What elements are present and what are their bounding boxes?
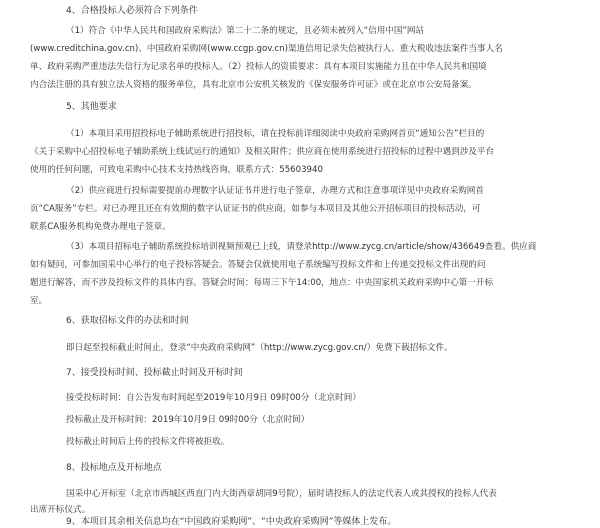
section-4-title: 4、合格投标人必须符合下列条件 bbox=[66, 6, 198, 16]
section-5-title: 5、其他要求 bbox=[66, 102, 117, 112]
section-5-paragraph-2-line-3: 联系CA服务机构免费办理电子签章。 bbox=[30, 222, 171, 232]
section-8-paragraph-1-line-1: 国采中心开标室（北京市西城区西直门内大街西章胡同9号院），届时请投标人的法定代表人或其授权的投标人代表 bbox=[66, 489, 497, 499]
section-5-paragraph-3-line-4: 室。 bbox=[30, 296, 48, 306]
section-7-deadline-time: 投标截止及开标时间：2019年10月9日 09时00分（北京时间） bbox=[66, 415, 310, 425]
section-5-paragraph-3-line-2: 如有疑问，可参加国采中心举行的电子投标答疑会。答疑会仅就使用电子系统编写投标文件和上传递交投标文件出现的问 bbox=[30, 260, 486, 270]
section-8-paragraph-1-line-2: 出席开标仪式。 bbox=[30, 505, 91, 515]
section-4-paragraph-1-line-3: 单、政府采购严重违法失信行为记录名单的投标人。（2）投标人的资质要求：具有本项目实施能力且在中华人民共和国境 bbox=[30, 62, 487, 72]
section-9-title: 9、本项目其余相关信息均在“中国政府采购网”、“中央政府采购网”等媒体上发布。 bbox=[66, 517, 397, 527]
zycg-website-link[interactable]: http://www.zycg.gov.cn/ bbox=[263, 343, 367, 353]
section-6-text-before-link: 即日起至投标截止时间止，登录“中央政府采购网”（ bbox=[66, 343, 264, 353]
section-5-paragraph-1-line-2: 《关于采购中心招投标电子辅助系统上线试运行的通知》及相关附件；供应商在使用系统进行招投标的过程中遇到涉及平台 bbox=[30, 147, 495, 157]
section-7-title: 7、接受投标时间、投标截止时间及开标时间 bbox=[66, 368, 243, 378]
section-6-text-after-link: ）免费下载招标文件。 bbox=[366, 343, 453, 353]
section-5-paragraph-1-line-3: 使用的任何问题，可致电采购中心技术支持热线咨询，联系方式：55603940 bbox=[30, 165, 323, 175]
section-4-paragraph-1-line-2: (www.creditchina.gov.cn)、中国政府采购网(www.ccgp.gov.cn)渠道信用记录失信被执行人、重大税收违法案件当事人名 bbox=[30, 44, 503, 54]
section-7-accept-time: 接受投标时间：自公告发布时间起至2019年10月9日 09时00分（北京时间） bbox=[66, 393, 361, 403]
section-4-paragraph-1-line-1: （1）符合《中华人民共和国政府采购法》第二十二条的规定，且必须未被列入“信用中国”网站 bbox=[66, 26, 425, 36]
section-5-paragraph-2-line-2: 页“CA服务”专栏。对已办理且还在有效期的数字认证证书的供应商，如参与本项目及其他公开招标项目的投标活动，可 bbox=[30, 204, 481, 214]
section-5-paragraph-3-line-1: （3）本项目招标电子辅助系统投标培训视频预观已上线，请登录http://www.zycg.cn/article/show/436649查看。供应商 bbox=[66, 242, 537, 252]
section-8-title: 8、投标地点及开标地点 bbox=[66, 463, 162, 473]
section-5-paragraph-1-line-1: （1）本项目采用招投标电子辅助系统进行招投标，请在投标前详细阅读中央政府采购网首页“通知公告”栏目的 bbox=[66, 129, 485, 139]
section-5-paragraph-3-line-3: 题进行解答，而不涉及投标文件的具体内容。答疑会时间：每周三下午14:00，地点：中央国家机关政府采购中心第一开标 bbox=[30, 278, 494, 288]
section-4-paragraph-1-line-4: 内合法注册的具有独立法人资格的服务单位，具有北京市公安机关核发的《保安服务许可证》或在北京市公安局备案。 bbox=[30, 80, 477, 90]
section-6-title: 6、获取招标文件的办法和时间 bbox=[66, 316, 189, 326]
section-5-paragraph-2-line-1: （2）供应商进行投标需要提前办理数字认证证书并进行电子签章，办理方式和注意事项详见中央政府采购网首 bbox=[66, 186, 484, 196]
section-6-paragraph-1 bbox=[66, 343, 453, 354]
section-7-reject-note: 投标截止时间后上传的投标文件将被拒收。 bbox=[66, 437, 230, 447]
